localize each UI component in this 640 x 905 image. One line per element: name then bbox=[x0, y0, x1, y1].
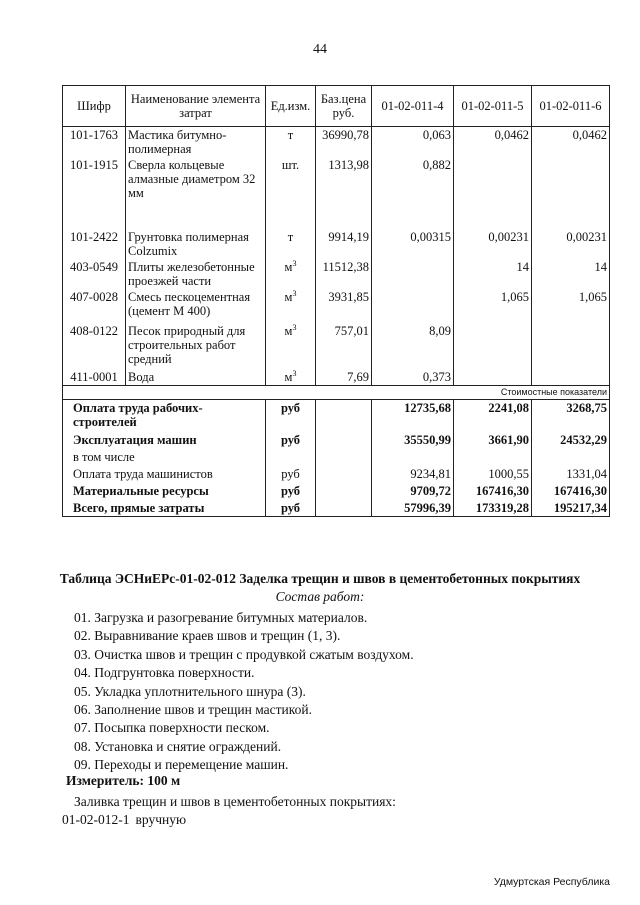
summary-value-4: 9234,81 bbox=[372, 466, 454, 483]
rate-item bbox=[62, 812, 186, 828]
header-rate-4: 01-02-011-4 bbox=[372, 86, 454, 127]
cost-caption: Стоимостные показатели bbox=[372, 386, 610, 400]
list-item: 08. Установка и снятие ограждений. bbox=[74, 738, 282, 754]
resource-code: 101-1915 bbox=[63, 157, 126, 229]
resource-qty-4 bbox=[372, 259, 454, 289]
resource-unit: $м^3$ bbox=[266, 289, 316, 323]
resource-price: 9914,19 bbox=[316, 229, 372, 259]
summary-value-6: 3268,75 bbox=[532, 400, 610, 432]
resource-code: 101-1763 bbox=[63, 127, 126, 158]
summary-row bbox=[63, 483, 610, 500]
section-description: Заливка трещин и швов в цементобетонных покрытиях: bbox=[74, 794, 396, 809]
summary-row bbox=[63, 500, 610, 517]
summary-value-4: 9709,72 bbox=[372, 483, 454, 500]
resource-code: 407-0028 bbox=[63, 289, 126, 323]
resource-qty-4: 8,09 bbox=[372, 323, 454, 369]
table-row bbox=[63, 229, 610, 259]
summary-value-5: 167416,30 bbox=[454, 483, 532, 500]
resource-qty-5: 0,0462 bbox=[454, 127, 532, 158]
resource-price: 11512,38 bbox=[316, 259, 372, 289]
resource-price: 3931,85 bbox=[316, 289, 372, 323]
resource-name: Грунтовка полимерная Colzumix bbox=[126, 229, 266, 259]
summary-row bbox=[63, 466, 610, 483]
resource-unit: т bbox=[266, 127, 316, 158]
list-item: 02. Выравнивание краев швов и трещин (1, 3). bbox=[74, 628, 341, 644]
header-unit: Ед.изм. bbox=[266, 86, 316, 127]
summary-name: Оплата труда рабочих-строителей bbox=[63, 400, 266, 432]
resource-qty-5 bbox=[454, 323, 532, 369]
resource-name: Плиты железобетонные проезжей части bbox=[126, 259, 266, 289]
summary-unit: руб bbox=[266, 483, 316, 500]
list-item: 07. Посыпка поверхности песком. bbox=[74, 720, 270, 736]
resource-qty-5: 0,00231 bbox=[454, 229, 532, 259]
summary-unit: руб bbox=[266, 500, 316, 517]
table-row bbox=[63, 157, 610, 229]
resource-qty-5 bbox=[454, 157, 532, 229]
resource-price: 757,01 bbox=[316, 323, 372, 369]
summary-unit: руб bbox=[266, 466, 316, 483]
table-row bbox=[63, 289, 610, 323]
summary-unit: руб bbox=[266, 432, 316, 449]
header-rate-6: 01-02-011-6 bbox=[532, 86, 610, 127]
summary-value-6: 1331,04 bbox=[532, 466, 610, 483]
rate-item-code: 01-02-012-1 bbox=[62, 812, 130, 827]
resource-unit: $м^3$ bbox=[266, 259, 316, 289]
resource-unit: шт. bbox=[266, 157, 316, 229]
resource-qty-4: 0,00315 bbox=[372, 229, 454, 259]
summary-value-4: 35550,99 bbox=[372, 432, 454, 449]
resource-table bbox=[62, 85, 610, 517]
resource-qty-4: 0,373 bbox=[372, 369, 454, 386]
summary-unit: руб bbox=[266, 400, 316, 432]
resource-unit: $м^3$ bbox=[266, 323, 316, 369]
resource-price: 7,69 bbox=[316, 369, 372, 386]
resource-qty-4 bbox=[372, 289, 454, 323]
summary-value-4: 57996,39 bbox=[372, 500, 454, 517]
resource-qty-6: 14 bbox=[532, 259, 610, 289]
header-base-price: Баз.цена руб. bbox=[316, 86, 372, 127]
table-row bbox=[63, 259, 610, 289]
resource-qty-4: 0,882 bbox=[372, 157, 454, 229]
summary-value-5: 1000,55 bbox=[454, 466, 532, 483]
rate-item-method: вручную bbox=[135, 812, 187, 827]
cost-caption-row bbox=[63, 386, 610, 400]
section-title: Таблица ЭСНиЕРс-01-02-012 Заделка трещин и швов в цементобетонных покрытиях bbox=[59, 571, 581, 586]
resource-code: 403-0549 bbox=[63, 259, 126, 289]
work-list bbox=[74, 609, 414, 775]
summary-name: в том числе bbox=[63, 449, 266, 466]
resource-price: 36990,78 bbox=[316, 127, 372, 158]
resource-qty-6 bbox=[532, 157, 610, 229]
resource-name: Песок природный для строительных работ средний bbox=[126, 323, 266, 369]
list-item: 03. Очистка швов и трещин с продувкой сжатым воздухом. bbox=[74, 646, 414, 662]
measure-unit: Измеритель: 100 м bbox=[66, 773, 181, 788]
resource-code: 101-2422 bbox=[63, 229, 126, 259]
resource-qty-5: 1,065 bbox=[454, 289, 532, 323]
summary-value-5: 3661,90 bbox=[454, 432, 532, 449]
summary-row bbox=[63, 432, 610, 449]
page-number: 44 bbox=[313, 42, 327, 57]
summary-value-6: 24532,29 bbox=[532, 432, 610, 449]
resource-qty-6: 0,0462 bbox=[532, 127, 610, 158]
summary-value-5: 173319,28 bbox=[454, 500, 532, 517]
summary-name: Эксплуатация машин bbox=[63, 432, 266, 449]
summary-value-5: 2241,08 bbox=[454, 400, 532, 432]
resource-name: Сверла кольцевые алмазные диаметром 32 мм bbox=[126, 157, 266, 229]
summary-name: Всего, прямые затраты bbox=[63, 500, 266, 517]
table-header-row bbox=[63, 86, 610, 127]
header-name: Наименование элемента затрат bbox=[126, 86, 266, 127]
table-row bbox=[63, 127, 610, 158]
summary-value-4: 12735,68 bbox=[372, 400, 454, 432]
resource-qty-5: 14 bbox=[454, 259, 532, 289]
resource-code: 408-0122 bbox=[63, 323, 126, 369]
summary-value-6: 195217,34 bbox=[532, 500, 610, 517]
table-row bbox=[63, 369, 610, 386]
list-item: 06. Заполнение швов и трещин мастикой. bbox=[74, 702, 312, 718]
resource-qty-6 bbox=[532, 323, 610, 369]
resource-qty-6: 1,065 bbox=[532, 289, 610, 323]
summary-name: Оплата труда машинистов bbox=[63, 466, 266, 483]
resource-code: 411-0001 bbox=[63, 369, 126, 386]
resource-qty-5 bbox=[454, 369, 532, 386]
resource-name: Мастика битумно-полимерная bbox=[126, 127, 266, 158]
resource-qty-6: 0,00231 bbox=[532, 229, 610, 259]
list-item: 04. Подгрунтовка поверхности. bbox=[74, 665, 255, 681]
resource-name: Вода bbox=[126, 369, 266, 386]
resource-qty-6 bbox=[532, 369, 610, 386]
resource-name: Смесь пескоцементная (цемент М 400) bbox=[126, 289, 266, 323]
resource-price: 1313,98 bbox=[316, 157, 372, 229]
header-code: Шифр bbox=[63, 86, 126, 127]
summary-row bbox=[63, 400, 610, 432]
list-item: 05. Укладка уплотнительного шнура (3). bbox=[74, 683, 306, 699]
work-heading: Состав работ: bbox=[275, 589, 365, 604]
list-item: 09. Переходы и перемещение машин. bbox=[74, 757, 289, 773]
header-rate-5: 01-02-011-5 bbox=[454, 86, 532, 127]
resource-qty-4: 0,063 bbox=[372, 127, 454, 158]
table-row bbox=[63, 323, 610, 369]
summary-value-6: 167416,30 bbox=[532, 483, 610, 500]
resource-unit: т bbox=[266, 229, 316, 259]
resource-unit: $м^3$ bbox=[266, 369, 316, 386]
list-item: 01. Загрузка и разогревание битумных материалов. bbox=[74, 610, 368, 625]
summary-name: Материальные ресурсы bbox=[63, 483, 266, 500]
summary-row bbox=[63, 449, 610, 466]
footer-region: Удмуртская Республика bbox=[493, 876, 610, 888]
